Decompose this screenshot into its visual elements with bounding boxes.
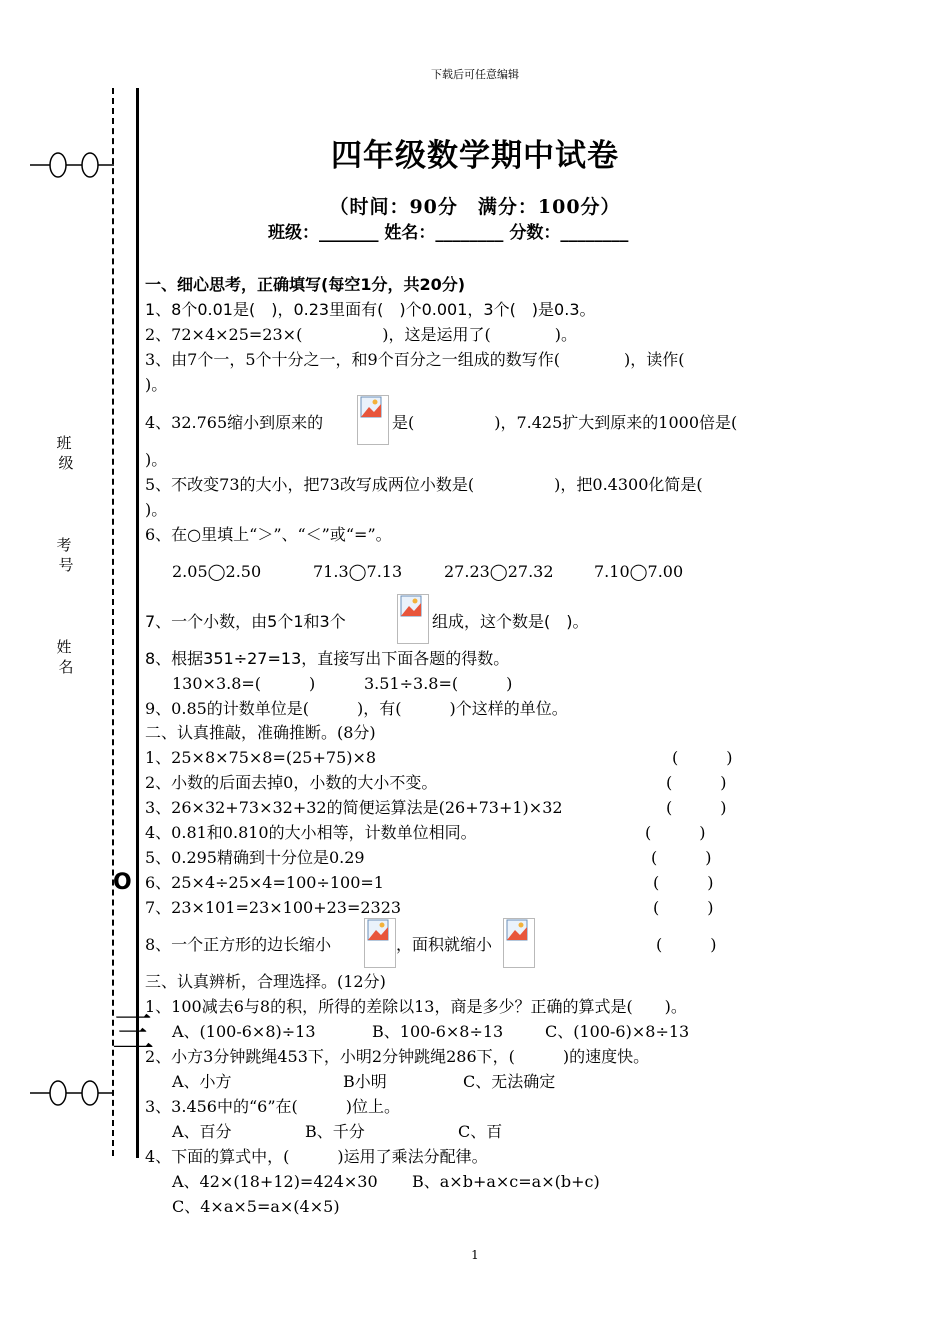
s1-q6-item-1: 2.05◯2.50 <box>172 562 262 581</box>
binding-hole-bottom <box>30 1078 114 1108</box>
margin-circle-mark: O <box>113 870 132 895</box>
s2-answer-paren-4: ( ) <box>645 823 706 842</box>
s2-answer-paren-7: ( ) <box>653 898 714 917</box>
s3-q2-option-a: A、小方 <box>172 1072 232 1091</box>
s1-q4-cont: )。 <box>145 450 168 469</box>
s2-answer-paren-2: ( ) <box>666 773 727 792</box>
s3-q4-option-a: A、42×(18+12)=424×30 <box>172 1172 378 1191</box>
s1-q8: 8、根据351÷27=13，直接写出下面各题的得数。 <box>145 649 510 668</box>
s3-q3-option-c: C、百 <box>458 1122 503 1141</box>
header-note: 下载后可任意编辑 <box>431 68 519 81</box>
s2-item-8-part1: 8、一个正方形的边长缩小 <box>145 935 332 954</box>
s3-q1: 1、100减去6与8的积，所得的差除以13，商是多少？正确的算式是( )。 <box>145 997 687 1016</box>
fraction-image <box>503 918 535 968</box>
s3-q4: 4、下面的算式中，( )运用了乘法分配律。 <box>145 1147 488 1166</box>
student-info-line: 班级：_______ 姓名：________ 分数：________ <box>268 223 629 243</box>
s1-q6: 6、在○里填上“＞”、“＜”或“=”。 <box>145 525 392 544</box>
s2-item-1: 1、25×8×75×8=(25+75)×8 <box>145 748 377 767</box>
s3-q4-option-c: C、4×a×5=a×(4×5) <box>172 1197 340 1216</box>
s1-q8-item-2: 3.51÷3.8=( ) <box>364 674 513 693</box>
section3-heading: 三、认真辨析，合理选择。(12分) <box>145 972 386 991</box>
s3-q4-option-b: B、a×b+a×c=a×(b+c) <box>412 1172 600 1191</box>
s2-item-4: 4、0.81和0.810的大小相等，计数单位相同。 <box>145 823 477 842</box>
exam-meta: （时间：90分 满分：100分） <box>329 196 621 218</box>
s1-q3: 3、由7个一，5个十分之一，和9个百分之一组成的数写作( )，读作( <box>145 350 685 369</box>
s2-item-7: 7、23×101=23×100+23=2323 <box>145 898 402 917</box>
broken-image-icon <box>400 595 422 617</box>
s2-answer-paren-5: ( ) <box>651 848 712 867</box>
s1-q8-item-1: 130×3.8=( ) <box>172 674 316 693</box>
page-title: 四年级数学期中试卷 <box>331 138 619 174</box>
side-label-class-1: 班 <box>56 434 72 452</box>
s1-q6-item-3: 27.23◯27.32 <box>444 562 554 581</box>
binding-dash-line <box>112 88 114 1156</box>
s3-q2-option-c: C、无法确定 <box>463 1072 556 1091</box>
s2-item-6: 6、25×4÷25×4=100÷100=1 <box>145 873 384 892</box>
s3-q3-option-b: B、千分 <box>305 1122 365 1141</box>
s3-q2: 2、小方3分钟跳绳453下，小明2分钟跳绳286下，( )的速度快。 <box>145 1047 650 1066</box>
s2-item-3: 3、26×32+73×32+32的简便运算法是(26+73+1)×32 <box>145 798 563 817</box>
s2-item-2: 2、小数的后面去掉0，小数的大小不变。 <box>145 773 438 792</box>
s1-q7-part1: 7、一个小数，由5个1和3个 <box>145 612 346 631</box>
broken-image-icon <box>360 396 382 418</box>
margin-san-mark: 三 <box>112 1008 155 1057</box>
side-label-num-1: 考 <box>56 536 72 554</box>
side-label-name-1: 姓 <box>56 638 72 656</box>
s1-q4-part2: 是( )，7.425扩大到原来的1000倍是( <box>392 413 738 432</box>
s1-q2: 2、72×4×25=23×( )，这是运用了( )。 <box>145 325 578 344</box>
section2-heading: 二、认真推敲，准确推断。(8分) <box>145 723 376 742</box>
page-number: 1 <box>471 1248 479 1262</box>
binding-solid-line <box>136 88 139 1158</box>
fraction-image <box>397 594 429 644</box>
s1-q1: 1、8个0.01是( )，0.23里面有( )个0.001，3个( )是0.3。 <box>145 300 596 319</box>
s1-q6-item-4: 7.10◯7.00 <box>594 562 684 581</box>
s2-answer-paren-8: ( ) <box>656 935 717 954</box>
s2-item-8-part2: ，面积就缩小 <box>396 935 493 954</box>
s2-answer-paren-1: ( ) <box>672 748 733 767</box>
side-label-class-2: 级 <box>58 454 74 472</box>
broken-image-icon <box>506 919 528 941</box>
s2-answer-paren-3: ( ) <box>666 798 727 817</box>
s1-q5-cont: )。 <box>145 500 168 519</box>
s3-q1-option-b: B、100-6×8÷13 <box>372 1022 504 1041</box>
section1-heading: 一、细心思考，正确填写(每空1分，共20分) <box>145 275 466 294</box>
s3-q3: 3、3.456中的“6”在( )位上。 <box>145 1097 401 1116</box>
binding-hole-top <box>30 150 114 180</box>
s1-q5: 5、不改变73的大小，把73改写成两位小数是( )，把0.4300化简是( <box>145 475 703 494</box>
s1-q9: 9、0.85的计数单位是( )，有( )个这样的单位。 <box>145 699 568 718</box>
s3-q3-option-a: A、百分 <box>172 1122 232 1141</box>
side-label-num-2: 号 <box>58 556 74 574</box>
fraction-image <box>364 918 396 968</box>
s1-q7-part2: 组成，这个数是( )。 <box>432 612 589 631</box>
s2-item-5: 5、0.295精确到十分位是0.29 <box>145 848 365 867</box>
s1-q3-cont: )。 <box>145 375 168 394</box>
fraction-image <box>357 395 389 445</box>
s2-answer-paren-6: ( ) <box>653 873 714 892</box>
s3-q1-option-c: C、(100-6)×8÷13 <box>545 1022 690 1041</box>
broken-image-icon <box>367 919 389 941</box>
s1-q6-item-2: 71.3◯7.13 <box>313 562 403 581</box>
side-label-name-2: 名 <box>58 658 74 676</box>
s3-q1-option-a: A、(100-6×8)÷13 <box>172 1022 316 1041</box>
s1-q4-part1: 4、32.765缩小到原来的 <box>145 413 324 432</box>
s3-q2-option-b: B小明 <box>343 1072 387 1091</box>
